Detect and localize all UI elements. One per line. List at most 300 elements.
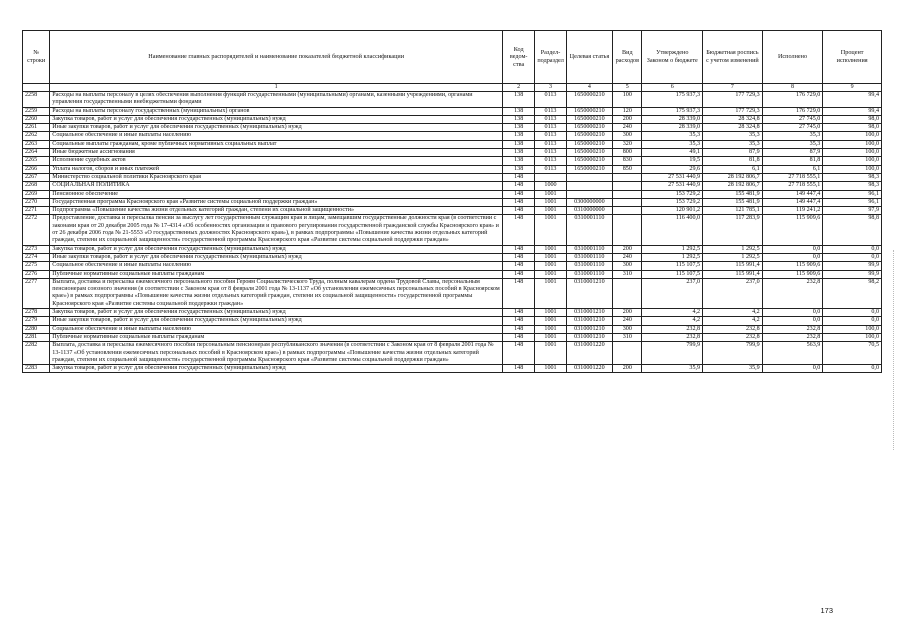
row-name: Публичные нормативные социальные выплаты гражданам [50, 270, 503, 278]
executed-amount: 115 909,6 [762, 262, 823, 270]
percent-executed: 0,0 [823, 245, 882, 253]
row-name: Социальное обеспечение и иные выплаты населению [50, 132, 503, 140]
percent-executed: 99,9 [823, 270, 882, 278]
row-name: Уплата налогов, сборов и иных платежей [50, 165, 503, 173]
section-code: 1001 [535, 198, 566, 206]
row-name: Социальное обеспечение и иные выплаты населению [50, 262, 503, 270]
target-item-code: 0310001210 [566, 325, 612, 333]
executed-amount: 0,0 [762, 309, 823, 317]
approved-amount: 4,2 [642, 317, 703, 325]
row-name: Выплата, доставка и пересылка ежемесячного пособия персональным пенсионерам республиканского значения (в соответствии с Законом края от 8 февраля 2001 года № 13-1137 «Об установлении ежемесячных персональных пособий в Красноярском крае») в рамках подпрограммы «Повышение качества жизни отдельных категорий граждан, степени их социальной защищенности» государственной программы Красноярского края «Развитие системы социальной поддержки граждан» [50, 342, 503, 365]
approved-amount: 49,1 [642, 149, 703, 157]
executed-amount: 176 729,0 [762, 92, 823, 108]
row-number: 2267 [23, 173, 50, 181]
percent-executed: 0,0 [823, 309, 882, 317]
percent-executed: 99,4 [823, 107, 882, 115]
row-name: Выплата, доставка и пересылка ежемесячного персонального пособия Героям Социалистического Труда, полным кавалерам ордена Трудовой Славы, персональным пенсионерам союзного значения (в соответствии с Законом края от 8 февраля 2001 года № 13-1137 «Об установлении ежемесячных персональных пособий в Красноярском крае») в рамках подпрограммы «Повышение качества жизни отдельных категорий граждан, степени их социальной защищенности» государственной программы Красноярского края «Развитие системы социальной поддержки граждан» [50, 278, 503, 308]
percent-executed: 98,0 [823, 124, 882, 132]
dept-code: 138 [503, 149, 535, 157]
target-item-code: 0310001210 [566, 278, 612, 308]
table-row [23, 245, 882, 253]
expense-type-code: 300 [613, 132, 642, 140]
row-number: 2279 [23, 317, 50, 325]
budget-list-amount: 28 324,8 [703, 124, 763, 132]
percent-executed: 100,0 [823, 140, 882, 148]
dept-code: 148 [503, 309, 535, 317]
percent-executed: 100,0 [823, 333, 882, 341]
expense-type-code: 200 [613, 365, 642, 373]
dept-code: 148 [503, 342, 535, 365]
table-row [23, 92, 882, 108]
expense-type-code: 200 [613, 245, 642, 253]
row-name: Иные закупки товаров, работ и услуг для обеспечения государственных (муниципальных) нужд [50, 253, 503, 261]
dept-code: 148 [503, 333, 535, 341]
executed-amount: 81,8 [762, 157, 823, 165]
dept-code: 138 [503, 124, 535, 132]
expense-type-code: 850 [613, 165, 642, 173]
row-number: 2263 [23, 140, 50, 148]
row-name: Государственная программа Красноярского края «Развитие системы социальной поддержки граждан» [50, 198, 503, 206]
executed-amount: 6,1 [762, 165, 823, 173]
column-number: 1 [50, 84, 503, 92]
section-code: 1001 [535, 190, 566, 198]
table-row [23, 253, 882, 261]
percent-executed: 0,0 [823, 365, 882, 373]
dept-code: 138 [503, 140, 535, 148]
table-row [23, 124, 882, 132]
row-number: 2261 [23, 124, 50, 132]
executed-amount: 27 745,0 [762, 115, 823, 123]
executed-amount: 149 447,4 [762, 190, 823, 198]
table-row [23, 262, 882, 270]
percent-executed: 96,1 [823, 190, 882, 198]
expense-type-code [613, 207, 642, 215]
section-code: 1001 [535, 253, 566, 261]
section-code: 0113 [535, 149, 566, 157]
section-code: 1000 [535, 182, 566, 190]
budget-list-amount: 28 324,8 [703, 115, 763, 123]
row-number: 2273 [23, 245, 50, 253]
approved-amount: 4,2 [642, 309, 703, 317]
executed-amount: 87,9 [762, 149, 823, 157]
approved-amount: 29,6 [642, 165, 703, 173]
section-code: 1001 [535, 278, 566, 308]
percent-executed: 70,5 [823, 342, 882, 365]
target-item-code: 0300000000 [566, 198, 612, 206]
row-number: 2278 [23, 309, 50, 317]
target-item-code [566, 182, 612, 190]
header-approved: Утверждено Законом о бюджете [642, 31, 703, 84]
row-name: Закупка товаров, работ и услуг для обеспечения государственных (муниципальных) нужд [50, 309, 503, 317]
row-name: Подпрограмма «Повышение качества жизни отдельных категорий граждан, степени их социальной защищенности» [50, 207, 503, 215]
expense-type-code: 120 [613, 107, 642, 115]
approved-amount: 1 292,5 [642, 253, 703, 261]
expense-type-code: 240 [613, 253, 642, 261]
percent-executed: 98,3 [823, 173, 882, 181]
section-code: 1001 [535, 325, 566, 333]
budget-list-amount: 237,0 [703, 278, 763, 308]
row-number: 2282 [23, 342, 50, 365]
row-name: Иные закупки товаров, работ и услуг для обеспечения государственных (муниципальных) нужд [50, 124, 503, 132]
header-section: Раздел-подраздел [535, 31, 566, 84]
budget-list-amount: 799,9 [703, 342, 763, 365]
target-item-code: 1650000210 [566, 157, 612, 165]
dept-code: 148 [503, 215, 535, 245]
budget-list-amount: 232,8 [703, 333, 763, 341]
target-item-code: 1650000210 [566, 115, 612, 123]
dept-code: 138 [503, 115, 535, 123]
target-item-code: 0310001110 [566, 245, 612, 253]
row-name: Предоставление, доставка и пересылка пенсии за выслугу лет государственным служащим края и лицам, замещавшим государственные должности края (в соответствии с законами края от 20 декабря 2005 года № 17-4314 «Об особенностях организации и правового регулирования государственной гражданской службы Красноярского края» и от 26 декабря 2006 года № 21-5553 «О государственных должностях Красноярского края»), в рамках подпрограммы «Повышение качества жизни отдельных категорий граждан, степени их социальной защищенности» государственной программы Красноярского края «Развитие системы социальной поддержки граждан» [50, 215, 503, 245]
executed-amount: 232,8 [762, 325, 823, 333]
percent-executed: 98,3 [823, 182, 882, 190]
budget-execution-table [22, 30, 882, 373]
dept-code: 148 [503, 270, 535, 278]
section-code [535, 173, 566, 181]
row-name: Министерство социальной политики Красноярского края [50, 173, 503, 181]
section-code: 1001 [535, 365, 566, 373]
expense-type-code: 310 [613, 333, 642, 341]
section-code: 0113 [535, 107, 566, 115]
budget-list-amount: 115 991,4 [703, 270, 763, 278]
expense-type-code: 320 [613, 140, 642, 148]
dept-code: 148 [503, 173, 535, 181]
expense-type-code: 300 [613, 262, 642, 270]
dept-code: 148 [503, 245, 535, 253]
table-row [23, 365, 882, 373]
budget-list-amount: 1 292,5 [703, 253, 763, 261]
table-row [23, 342, 882, 365]
target-item-code: 0310001220 [566, 365, 612, 373]
section-code: 1001 [535, 333, 566, 341]
header-row-number: № строки [23, 31, 50, 84]
target-item-code: 1650000210 [566, 132, 612, 140]
executed-amount: 232,8 [762, 333, 823, 341]
target-item-code: 1650000210 [566, 140, 612, 148]
target-item-code: 0310001110 [566, 215, 612, 245]
row-name: Социальное обеспечение и иные выплаты населению [50, 325, 503, 333]
percent-executed: 98,2 [823, 278, 882, 308]
executed-amount: 0,0 [762, 365, 823, 373]
budget-list-amount: 4,2 [703, 317, 763, 325]
budget-list-amount: 121 785,1 [703, 207, 763, 215]
row-name: Пенсионное обеспечение [50, 190, 503, 198]
table-row [23, 333, 882, 341]
budget-list-amount: 81,8 [703, 157, 763, 165]
approved-amount: 28 339,0 [642, 124, 703, 132]
table-row [23, 107, 882, 115]
table-row [23, 317, 882, 325]
expense-type-code [613, 182, 642, 190]
approved-amount: 116 400,0 [642, 215, 703, 245]
header-expense-type: Вид расходов [613, 31, 642, 84]
percent-executed: 98,0 [823, 115, 882, 123]
percent-executed: 100,0 [823, 157, 882, 165]
table-row [23, 115, 882, 123]
dept-code: 148 [503, 198, 535, 206]
table-row [23, 149, 882, 157]
dept-code: 148 [503, 365, 535, 373]
row-number: 2275 [23, 262, 50, 270]
row-number: 2269 [23, 190, 50, 198]
approved-amount: 232,8 [642, 333, 703, 341]
approved-amount: 1 292,5 [642, 245, 703, 253]
executed-amount: 115 909,6 [762, 270, 823, 278]
expense-type-code: 310 [613, 270, 642, 278]
table-row [23, 173, 882, 181]
row-number: 2259 [23, 107, 50, 115]
row-number: 2280 [23, 325, 50, 333]
row-number: 2264 [23, 149, 50, 157]
section-code: 0113 [535, 115, 566, 123]
approved-amount: 28 339,0 [642, 115, 703, 123]
expense-type-code [613, 342, 642, 365]
approved-amount: 115 107,5 [642, 270, 703, 278]
page-number: 173 [820, 606, 833, 615]
row-number: 2265 [23, 157, 50, 165]
section-code: 0113 [535, 140, 566, 148]
header-target-item: Целевая статья [566, 31, 612, 84]
expense-type-code: 800 [613, 149, 642, 157]
percent-executed: 97,9 [823, 207, 882, 215]
row-name: СОЦИАЛЬНАЯ ПОЛИТИКА [50, 182, 503, 190]
row-number: 2276 [23, 270, 50, 278]
dept-code: 148 [503, 317, 535, 325]
budget-list-amount: 177 729,3 [703, 107, 763, 115]
target-item-code: 1650000210 [566, 124, 612, 132]
target-item-code: 0310001220 [566, 342, 612, 365]
dept-code: 148 [503, 207, 535, 215]
budget-list-amount: 6,1 [703, 165, 763, 173]
percent-executed: 100,0 [823, 165, 882, 173]
section-code: 0113 [535, 124, 566, 132]
row-number: 2258 [23, 92, 50, 108]
row-number: 2270 [23, 198, 50, 206]
expense-type-code [613, 278, 642, 308]
row-number: 2271 [23, 207, 50, 215]
dept-code: 148 [503, 278, 535, 308]
approved-amount: 175 937,3 [642, 92, 703, 108]
target-item-code: 1650000210 [566, 107, 612, 115]
expense-type-code [613, 190, 642, 198]
header-budget-list: Бюджетная роспись с учетом изменений [703, 31, 763, 84]
target-item-code: 0310001210 [566, 317, 612, 325]
column-number: 6 [642, 84, 703, 92]
dept-code: 138 [503, 107, 535, 115]
table-body [23, 92, 882, 373]
column-number [23, 84, 50, 92]
row-number: 2281 [23, 333, 50, 341]
executed-amount: 232,8 [762, 278, 823, 308]
dept-code: 138 [503, 157, 535, 165]
table-row [23, 325, 882, 333]
budget-list-amount: 232,8 [703, 325, 763, 333]
row-number: 2274 [23, 253, 50, 261]
row-name: Расходы на выплаты персоналу государственных (муниципальных) органов [50, 107, 503, 115]
budget-list-amount: 87,9 [703, 149, 763, 157]
row-name: Социальные выплаты гражданам, кроме публичных нормативных социальных выплат [50, 140, 503, 148]
target-item-code: 1650000210 [566, 165, 612, 173]
table-row [23, 215, 882, 245]
dept-code: 148 [503, 190, 535, 198]
row-name: Исполнение судебных актов [50, 157, 503, 165]
table-row [23, 165, 882, 173]
approved-amount: 175 937,3 [642, 107, 703, 115]
row-number: 2283 [23, 365, 50, 373]
table-row [23, 270, 882, 278]
executed-amount: 0,0 [762, 317, 823, 325]
budget-list-amount: 155 481,9 [703, 190, 763, 198]
column-number: 3 [535, 84, 566, 92]
section-code: 1001 [535, 262, 566, 270]
column-number: 9 [823, 84, 882, 92]
section-code: 0113 [535, 92, 566, 108]
table-row [23, 207, 882, 215]
expense-type-code: 200 [613, 115, 642, 123]
section-code: 1001 [535, 207, 566, 215]
expense-type-code: 240 [613, 124, 642, 132]
column-number-row [23, 84, 882, 92]
table-row [23, 278, 882, 308]
table-row [23, 132, 882, 140]
table-row [23, 157, 882, 165]
row-name: Иные бюджетные ассигнования [50, 149, 503, 157]
section-code: 1001 [535, 245, 566, 253]
approved-amount: 27 531 440,9 [642, 182, 703, 190]
approved-amount: 237,0 [642, 278, 703, 308]
expense-type-code: 830 [613, 157, 642, 165]
percent-executed: 0,0 [823, 253, 882, 261]
expense-type-code [613, 173, 642, 181]
target-item-code: 1650000210 [566, 92, 612, 108]
table-header-row [23, 31, 882, 84]
section-code: 0113 [535, 132, 566, 140]
column-number: 8 [762, 84, 823, 92]
expense-type-code: 240 [613, 317, 642, 325]
expense-type-code [613, 198, 642, 206]
approved-amount: 153 729,2 [642, 190, 703, 198]
percent-executed: 100,0 [823, 149, 882, 157]
executed-amount: 27 745,0 [762, 124, 823, 132]
table-row [23, 190, 882, 198]
target-item-code: 0310001210 [566, 333, 612, 341]
target-item-code [566, 190, 612, 198]
header-dept-code: Код ведом-ства [503, 31, 535, 84]
dept-code: 148 [503, 325, 535, 333]
column-number: 5 [613, 84, 642, 92]
target-item-code: 0310001210 [566, 309, 612, 317]
dept-code: 138 [503, 92, 535, 108]
target-item-code [566, 173, 612, 181]
expense-type-code: 100 [613, 92, 642, 108]
target-item-code: 0310000000 [566, 207, 612, 215]
executed-amount: 119 241,2 [762, 207, 823, 215]
table-row [23, 309, 882, 317]
row-number: 2266 [23, 165, 50, 173]
row-name: Закупка товаров, работ и услуг для обеспечения государственных (муниципальных) нужд [50, 115, 503, 123]
executed-amount: 563,9 [762, 342, 823, 365]
percent-executed: 99,9 [823, 262, 882, 270]
approved-amount: 120 901,2 [642, 207, 703, 215]
budget-list-amount: 35,3 [703, 132, 763, 140]
section-code: 1001 [535, 270, 566, 278]
row-name: Публичные нормативные социальные выплаты гражданам [50, 333, 503, 341]
column-number: 4 [566, 84, 612, 92]
table-row [23, 198, 882, 206]
budget-list-amount: 4,2 [703, 309, 763, 317]
row-number: 2272 [23, 215, 50, 245]
executed-amount: 35,3 [762, 132, 823, 140]
budget-list-amount: 117 283,9 [703, 215, 763, 245]
approved-amount: 19,5 [642, 157, 703, 165]
dept-code: 138 [503, 165, 535, 173]
section-code: 1001 [535, 215, 566, 245]
budget-list-amount: 177 729,3 [703, 92, 763, 108]
table-row [23, 182, 882, 190]
table-row [23, 140, 882, 148]
dept-code: 148 [503, 253, 535, 261]
dept-code: 138 [503, 132, 535, 140]
section-code: 0113 [535, 165, 566, 173]
dept-code: 148 [503, 262, 535, 270]
budget-list-amount: 115 991,4 [703, 262, 763, 270]
approved-amount: 153 729,2 [642, 198, 703, 206]
approved-amount: 799,9 [642, 342, 703, 365]
expense-type-code: 300 [613, 325, 642, 333]
approved-amount: 232,8 [642, 325, 703, 333]
budget-list-amount: 35,3 [703, 140, 763, 148]
approved-amount: 35,9 [642, 365, 703, 373]
column-number: 2 [503, 84, 535, 92]
budget-list-amount: 1 292,5 [703, 245, 763, 253]
target-item-code: 1650000210 [566, 149, 612, 157]
approved-amount: 35,3 [642, 132, 703, 140]
target-item-code: 0310001110 [566, 262, 612, 270]
header-percent: Процент исполнения [823, 31, 882, 84]
executed-amount: 27 718 555,1 [762, 173, 823, 181]
row-number: 2260 [23, 115, 50, 123]
executed-amount: 0,0 [762, 245, 823, 253]
percent-executed: 99,4 [823, 92, 882, 108]
dept-code: 148 [503, 182, 535, 190]
header-executed: Исполнено [762, 31, 823, 84]
executed-amount: 27 718 555,1 [762, 182, 823, 190]
row-number: 2262 [23, 132, 50, 140]
approved-amount: 27 531 440,9 [642, 173, 703, 181]
budget-list-amount: 28 192 806,7 [703, 182, 763, 190]
budget-list-amount: 155 481,9 [703, 198, 763, 206]
budget-list-amount: 35,9 [703, 365, 763, 373]
percent-executed: 100,0 [823, 132, 882, 140]
percent-executed: 98,8 [823, 215, 882, 245]
column-number: 7 [703, 84, 763, 92]
percent-executed: 96,1 [823, 198, 882, 206]
row-number: 2268 [23, 182, 50, 190]
approved-amount: 35,3 [642, 140, 703, 148]
row-name: Расходы на выплаты персоналу в целях обеспечения выполнения функций государственными (муниципальными) органами, казенными учреждениями, органами управления государственными внебюджетными фондами [50, 92, 503, 108]
executed-amount: 149 447,4 [762, 198, 823, 206]
percent-executed: 100,0 [823, 325, 882, 333]
section-code: 1001 [535, 317, 566, 325]
row-name: Закупка товаров, работ и услуг для обеспечения государственных (муниципальных) нужд [50, 245, 503, 253]
row-number: 2277 [23, 278, 50, 308]
executed-amount: 0,0 [762, 253, 823, 261]
section-code: 0113 [535, 157, 566, 165]
target-item-code: 0310001110 [566, 270, 612, 278]
executed-amount: 35,3 [762, 140, 823, 148]
header-name: Наименование главных распорядителей и наименование показателей бюджетной классификации [50, 31, 503, 84]
expense-type-code: 200 [613, 309, 642, 317]
